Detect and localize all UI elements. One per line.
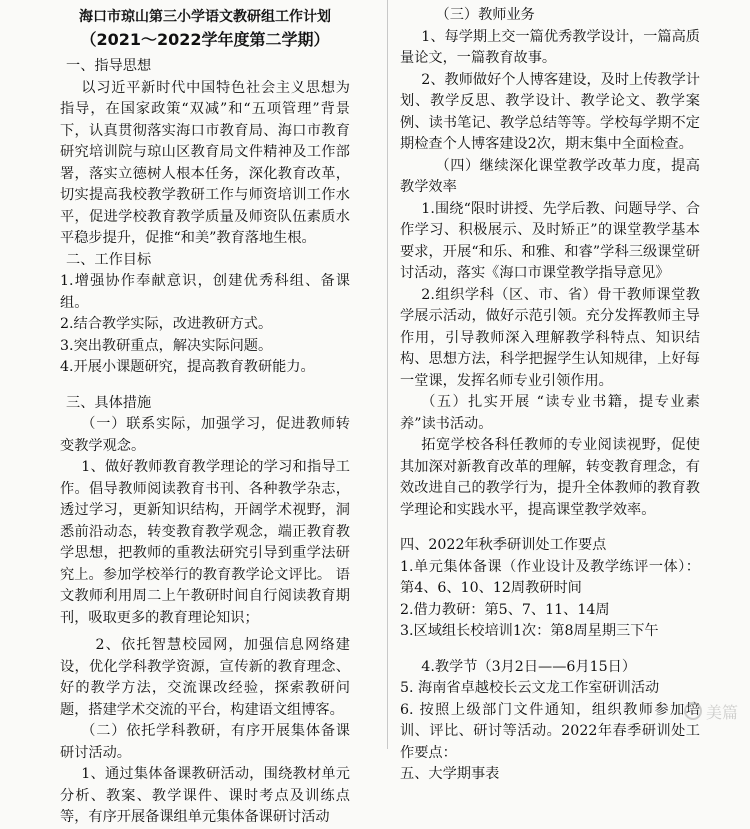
section-3-heading: 三、具体措施 xyxy=(66,394,152,411)
business-paragraph: 2、教师做好个人博客建设，及时上传教学计划、教学反思、教学设计、教学论文、教学案例、读书笔记、教学总结等等。学校每学期不定期检查个人博客建设2次，期末集中全面检查。 xyxy=(400,71,700,152)
key-point-item: 4.教学节（3月2日——6月15日） xyxy=(421,658,637,675)
goal-item: 3.突出教研重点，解决实际问题。 xyxy=(60,337,273,354)
section-5-heading: 五、大学期事表 xyxy=(400,766,500,782)
measure-paragraph: 1、通过集体备课教研活动，围绕教材单元分析、教案、教学课件、课时考点及训练点等，有序开展备课组单元集体备课研讨活动 xyxy=(60,766,350,825)
key-point-item: 1.单元集体备课（作业设计及教学练评一体）：第4、6、10、12周教研时间 xyxy=(400,558,700,596)
document-title: 海口市琼山第三小学语文教研组工作计划 xyxy=(79,9,331,25)
watermark xyxy=(684,700,738,723)
section-1-heading: 一、指导思想 xyxy=(66,58,152,74)
watermark-text: 美篇 xyxy=(705,703,738,722)
goal-item: 4.开展小课题研究，提高教育教研能力。 xyxy=(60,359,315,375)
section-4-heading: 四、2022年秋季研训处工作要点 xyxy=(400,537,607,553)
measure-paragraph: 1、做好教师教育教学理论的学习和指导工作。倡导教师阅读教育书刊、各种教学杂志，透过学习，更新知识结构，开阔学术视野，洞悉前沿动态，转变教育教学观念，端正教育教学思想，把教师的重教法研究引导到重学法研究上。参加学校举行的教育教学论文评比。 语文教师利用周二上午教研时间自行阅读教育期刊，吸取更多的教育理论知识； xyxy=(60,459,350,626)
reading-paragraph: 拓宽学校各科任教师的专业阅读视野，促使其加深对新教育改革的理解，转变教育理念，有效改进自己的教学行为，提升全体教师的教育教学理论和实践水平，提高课堂教学效率。 xyxy=(400,437,700,518)
left-column xyxy=(60,8,350,829)
key-point-item: 2.借力教研：第5、7、11、14周 xyxy=(400,601,610,618)
goal-item: 2.结合教学实际，改进教研方式。 xyxy=(60,316,273,332)
section-1-body: 以习近平新时代中国特色社会主义思想为指导，在国家政策“双减”和“五项管理”背景下，认真贯彻落实海口市教育局、海口市教育研究培训院与琼山区教育局文件精神及工作部署，落实立德树人根本任务，深化教育改革，切实提高我校教学教研工作与师资培训工作水平，促进学校教育教学质量及师资队伍素质水平稳步提升，促推“和美”教育落地生根。 xyxy=(60,79,350,246)
right-column xyxy=(400,5,700,786)
subsection-5-heading: （五）扎实开展 “读专业书籍，提专业素养”读书活动。 xyxy=(400,394,700,432)
key-point-item: 5. 海南省卓越校长云文龙工作室研训活动 xyxy=(400,680,660,696)
reform-paragraph: 1.围绕“限时讲授、先学后教、问题导学、合作学习、积极展示、及时矫正”的课堂教学基本要求，开展“和乐、和雅、和睿”学科三级课堂研讨活动，落实《海口市课堂教学指导意见》 xyxy=(400,200,700,281)
key-point-item: 3.区域组长校培训1次：第8周星期三下午 xyxy=(400,623,659,639)
measure-paragraph: 2、依托智慧校园网，加强信息网络建设，优化学科教学资源，宣传新的教育理念、好的教学方法，交流课改经验，探索教研问题，搭建学术交流的平台，构建语文组博客。 xyxy=(60,637,350,718)
subsection-1-heading: （一）联系实际，加强学习，促进教师转变教学观念。 xyxy=(60,416,350,454)
document-subtitle: （2021～2022学年度第二学期） xyxy=(80,30,330,49)
goal-item: 1.增强协作奉献意识，创建优秀科组、备课组。 xyxy=(60,273,350,311)
key-point-item: 6. 按照上级部门文件通知，组织教师参加培训、评比、研讨等活动。2022年春季研训处工作要点： xyxy=(400,701,700,761)
meipian-logo-icon xyxy=(684,702,702,720)
subsection-3-heading: （三）教师业务 xyxy=(435,7,535,23)
business-paragraph: 1、每学期上交一篇优秀教学设计，一篇高质量论文，一篇教育故事。 xyxy=(400,28,700,66)
subsection-2-heading: （二）依托学科教研，有序开展集体备课研讨活动。 xyxy=(60,723,350,761)
subsection-4-heading: （四）继续深化课堂教学改革力度，提高教学效率 xyxy=(400,157,700,195)
column-divider xyxy=(387,0,388,749)
reform-paragraph: 2.组织学科（区、市、省）骨干教师课堂教学展示活动，做好示范引领。充分发挥教师主导作用，引导教师深入理解教学科特点、知识结构、思想方法，科学把握学生认知规律，上好每一堂课，发挥名师专业引领作用。 xyxy=(400,286,700,389)
section-2-heading: 二、工作目标 xyxy=(66,251,152,268)
